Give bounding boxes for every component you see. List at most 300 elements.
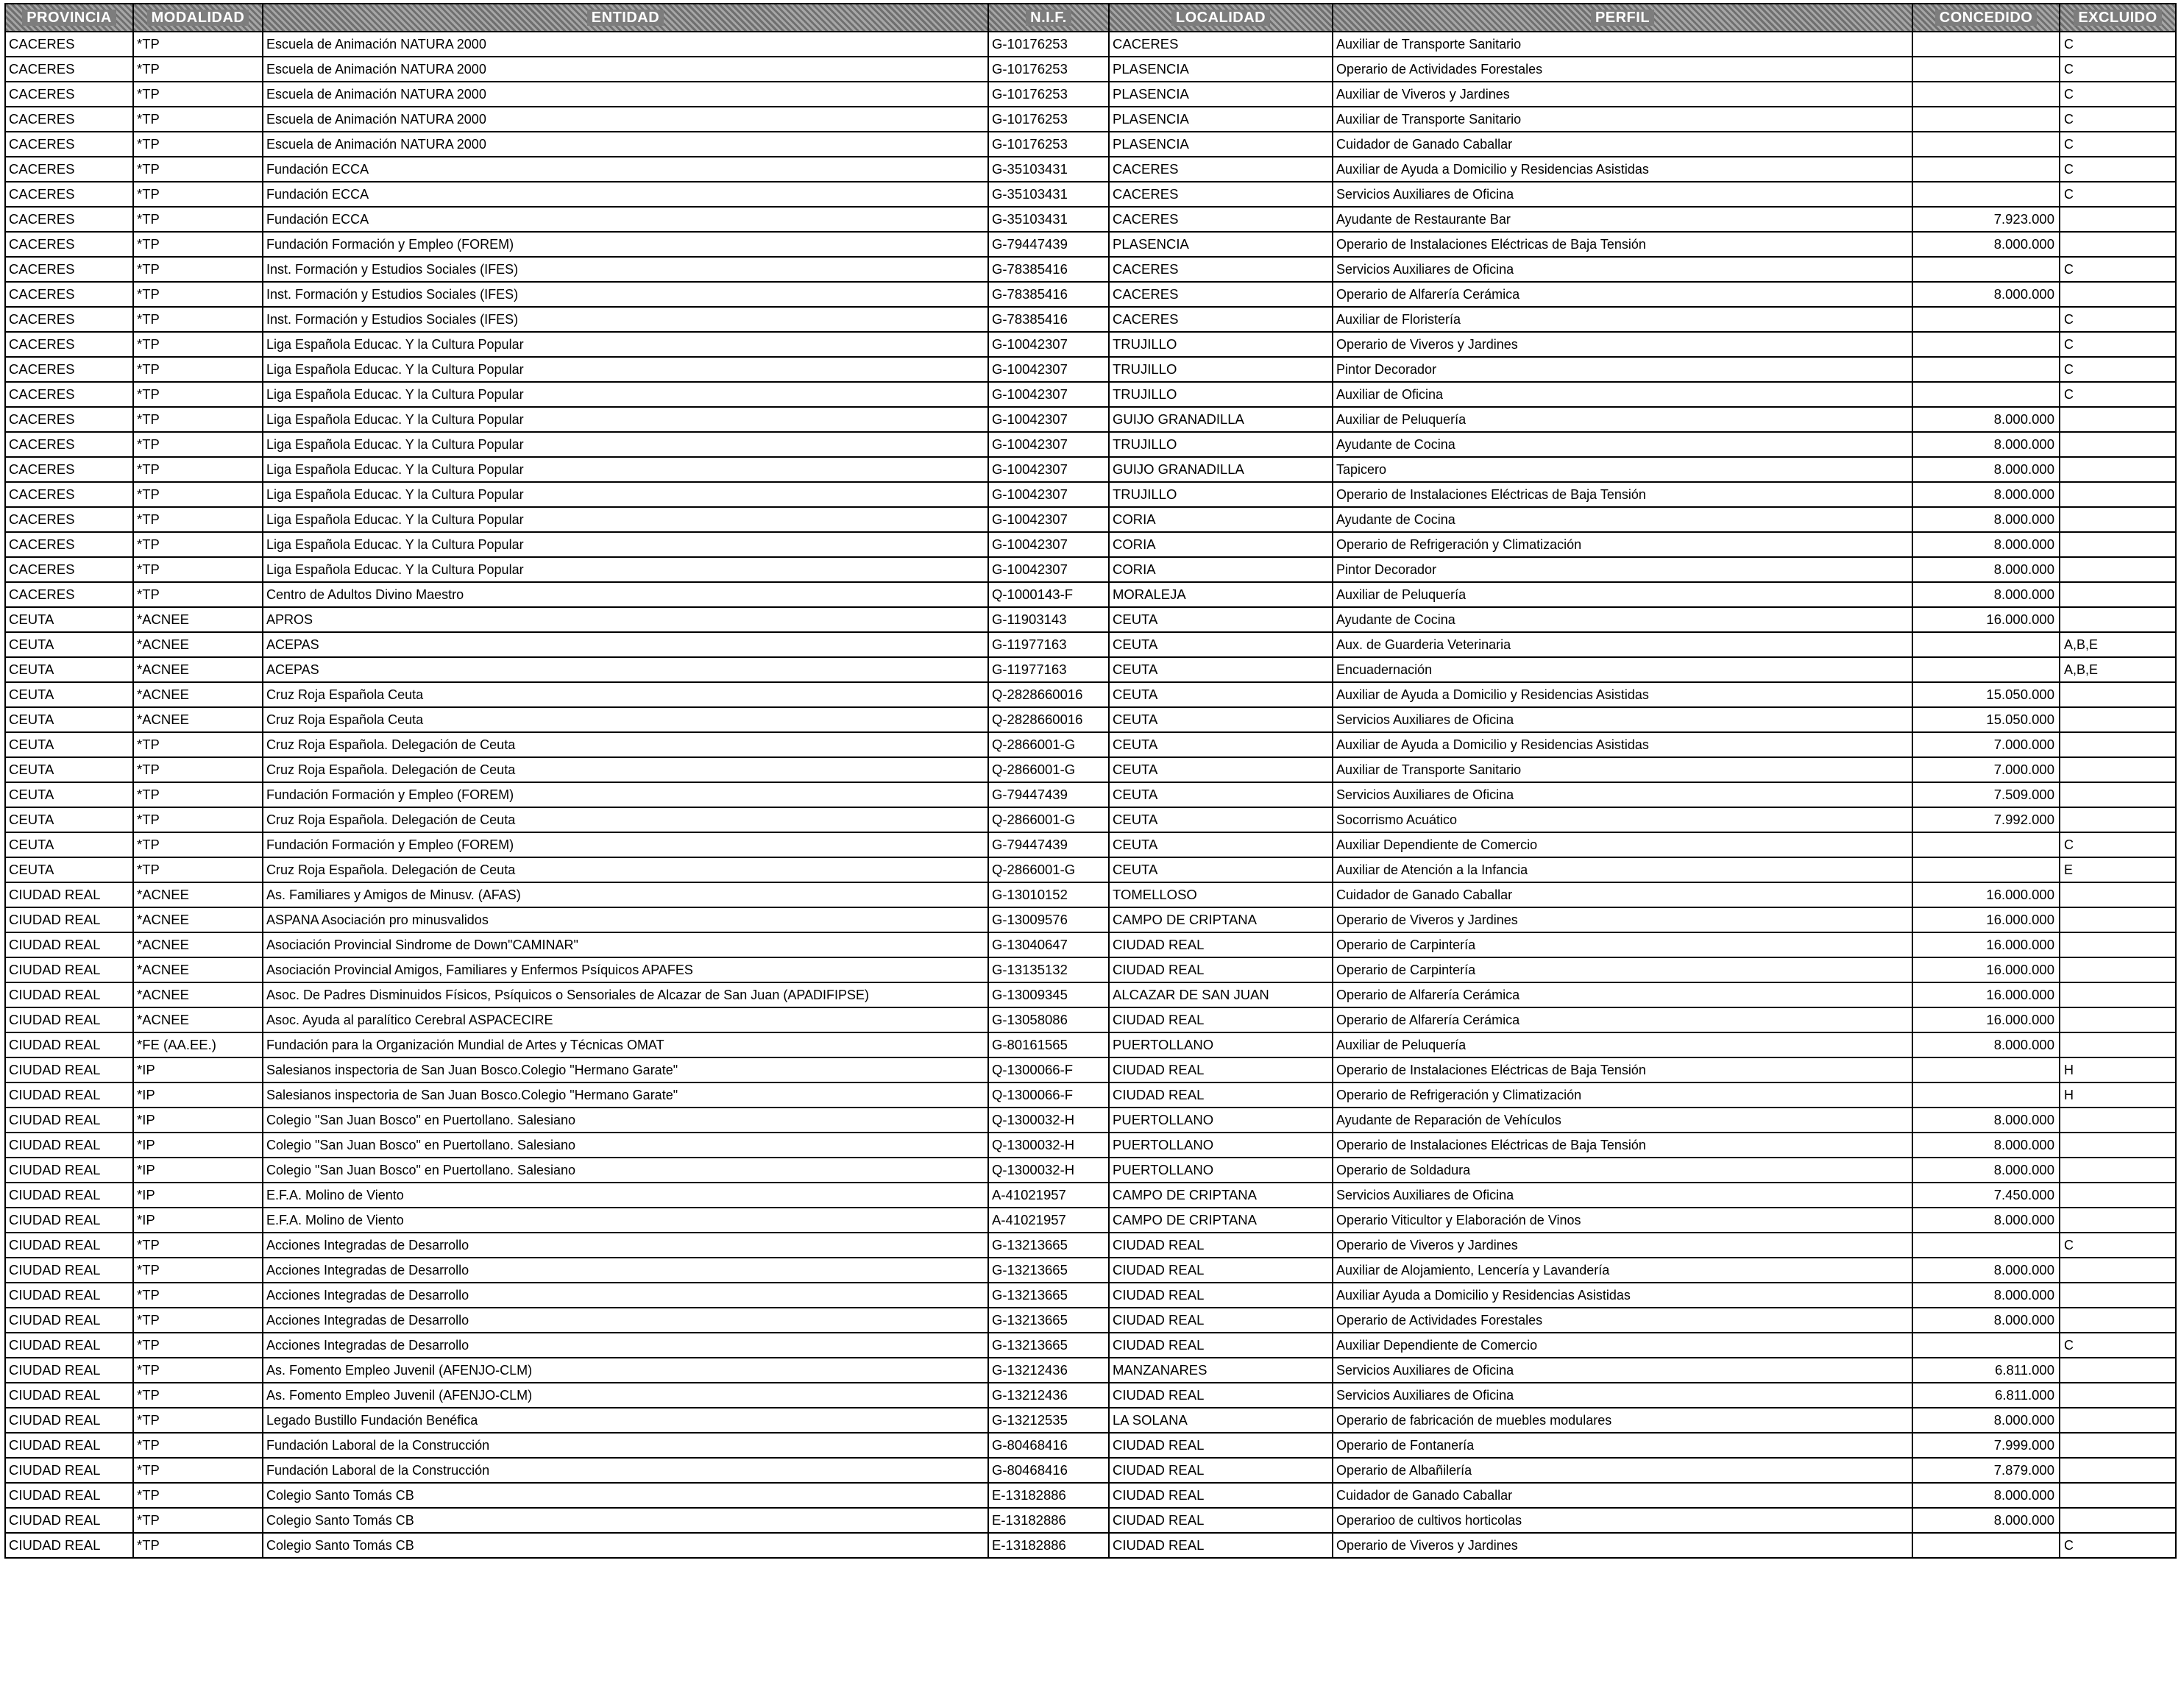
table-row bbox=[5, 157, 2176, 182]
entidad-cell: Liga Española Educac. Y la Cultura Popular bbox=[263, 482, 988, 507]
localidad-cell: TRUJILLO bbox=[1109, 432, 1333, 457]
concedido-cell: 8.000.000 bbox=[1912, 1508, 2060, 1533]
localidad-cell: CIUDAD REAL bbox=[1109, 1458, 1333, 1483]
concedido-cell: 7.992.000 bbox=[1912, 807, 2060, 832]
excluido-cell bbox=[2060, 1308, 2176, 1333]
header-localidad: LOCALIDAD bbox=[1109, 4, 1333, 32]
provincia-cell: CACERES bbox=[5, 432, 133, 457]
entidad-cell: Escuela de Animación NATURA 2000 bbox=[263, 107, 988, 132]
table-row bbox=[5, 257, 2176, 282]
entidad-cell: Liga Española Educac. Y la Cultura Popular bbox=[263, 557, 988, 582]
modalidad-cell: *IP bbox=[133, 1057, 263, 1082]
modalidad-cell: *ACNEE bbox=[133, 707, 263, 732]
concedido-cell bbox=[1912, 157, 2060, 182]
perfil-cell: Servicios Auxiliares de Oficina bbox=[1333, 707, 1912, 732]
entidad-cell: ACEPAS bbox=[263, 657, 988, 682]
localidad-cell: PUERTOLLANO bbox=[1109, 1133, 1333, 1158]
provincia-cell: CEUTA bbox=[5, 607, 133, 632]
modalidad-cell: *IP bbox=[133, 1183, 263, 1208]
entidad-cell: Colegio "San Juan Bosco" en Puertollano. Salesiano bbox=[263, 1158, 988, 1183]
localidad-cell: CEUTA bbox=[1109, 782, 1333, 807]
perfil-cell: Ayudante de Restaurante Bar bbox=[1333, 207, 1912, 232]
entidad-cell: Asociación Provincial Amigos, Familiares y Enfermos Psíquicos APAFES bbox=[263, 957, 988, 982]
modalidad-cell: *FE (AA.EE.) bbox=[133, 1032, 263, 1057]
perfil-cell: Operario de Soldadura bbox=[1333, 1158, 1912, 1183]
perfil-cell: Operarioo de cultivos horticolas bbox=[1333, 1508, 1912, 1533]
entidad-cell: Cruz Roja Española. Delegación de Ceuta bbox=[263, 807, 988, 832]
modalidad-cell: *TP bbox=[133, 182, 263, 207]
provincia-cell: CIUDAD REAL bbox=[5, 1057, 133, 1082]
table-row bbox=[5, 1433, 2176, 1458]
perfil-cell: Auxiliar de Transporte Sanitario bbox=[1333, 107, 1912, 132]
modalidad-cell: *TP bbox=[133, 357, 263, 382]
table-row bbox=[5, 1233, 2176, 1258]
localidad-cell: CIUDAD REAL bbox=[1109, 932, 1333, 957]
excluido-cell bbox=[2060, 1133, 2176, 1158]
entidad-cell: Inst. Formación y Estudios Sociales (IFES) bbox=[263, 282, 988, 307]
excluido-cell: C bbox=[2060, 382, 2176, 407]
excluido-cell: C bbox=[2060, 57, 2176, 82]
concedido-cell bbox=[1912, 1533, 2060, 1558]
concedido-cell: 7.000.000 bbox=[1912, 757, 2060, 782]
nif-cell: G-10042307 bbox=[988, 357, 1109, 382]
perfil-cell: Ayudante de Cocina bbox=[1333, 607, 1912, 632]
nif-cell: Q-2828660016 bbox=[988, 707, 1109, 732]
table-row bbox=[5, 457, 2176, 482]
perfil-cell: Servicios Auxiliares de Oficina bbox=[1333, 182, 1912, 207]
localidad-cell: PLASENCIA bbox=[1109, 82, 1333, 107]
entidad-cell: Inst. Formación y Estudios Sociales (IFES) bbox=[263, 307, 988, 332]
excluido-cell: C bbox=[2060, 257, 2176, 282]
table-row bbox=[5, 1183, 2176, 1208]
concedido-cell: 7.000.000 bbox=[1912, 732, 2060, 757]
modalidad-cell: *TP bbox=[133, 332, 263, 357]
entidad-cell: Cruz Roja Española. Delegación de Ceuta bbox=[263, 732, 988, 757]
entidad-cell: Fundación para la Organización Mundial de Artes y Técnicas OMAT bbox=[263, 1032, 988, 1057]
modalidad-cell: *TP bbox=[133, 107, 263, 132]
excluido-cell bbox=[2060, 982, 2176, 1007]
concedido-cell bbox=[1912, 307, 2060, 332]
localidad-cell: GUIJO GRANADILLA bbox=[1109, 457, 1333, 482]
excluido-cell bbox=[2060, 1158, 2176, 1183]
entidad-cell: Acciones Integradas de Desarrollo bbox=[263, 1258, 988, 1283]
modalidad-cell: *TP bbox=[133, 832, 263, 857]
table-row bbox=[5, 1133, 2176, 1158]
entidad-cell: Fundación ECCA bbox=[263, 207, 988, 232]
provincia-cell: CEUTA bbox=[5, 707, 133, 732]
entidad-cell: Fundación Formación y Empleo (FOREM) bbox=[263, 782, 988, 807]
nif-cell: G-10042307 bbox=[988, 532, 1109, 557]
provincia-cell: CIUDAD REAL bbox=[5, 1233, 133, 1258]
perfil-cell: Tapicero bbox=[1333, 457, 1912, 482]
entidad-cell: Acciones Integradas de Desarrollo bbox=[263, 1233, 988, 1258]
nif-cell: G-35103431 bbox=[988, 207, 1109, 232]
excluido-cell: C bbox=[2060, 182, 2176, 207]
perfil-cell: Ayudante de Reparación de Vehículos bbox=[1333, 1108, 1912, 1133]
provincia-cell: CIUDAD REAL bbox=[5, 1183, 133, 1208]
nif-cell: G-13135132 bbox=[988, 957, 1109, 982]
nif-cell: G-80468416 bbox=[988, 1458, 1109, 1483]
provincia-cell: CEUTA bbox=[5, 857, 133, 882]
concedido-cell: 7.879.000 bbox=[1912, 1458, 2060, 1483]
provincia-cell: CIUDAD REAL bbox=[5, 1283, 133, 1308]
provincia-cell: CIUDAD REAL bbox=[5, 907, 133, 932]
localidad-cell: PUERTOLLANO bbox=[1109, 1158, 1333, 1183]
header-concedido: CONCEDIDO bbox=[1912, 4, 2060, 32]
table-row bbox=[5, 1057, 2176, 1082]
modalidad-cell: *TP bbox=[133, 1508, 263, 1533]
excluido-cell bbox=[2060, 232, 2176, 257]
nif-cell: G-10042307 bbox=[988, 557, 1109, 582]
provincia-cell: CACERES bbox=[5, 257, 133, 282]
entidad-cell: Colegio Santo Tomás CB bbox=[263, 1533, 988, 1558]
nif-cell: G-10042307 bbox=[988, 432, 1109, 457]
localidad-cell: CEUTA bbox=[1109, 657, 1333, 682]
entidad-cell: Fundación Formación y Empleo (FOREM) bbox=[263, 832, 988, 857]
provincia-cell: CACERES bbox=[5, 407, 133, 432]
localidad-cell: PLASENCIA bbox=[1109, 57, 1333, 82]
entidad-cell: Liga Española Educac. Y la Cultura Popular bbox=[263, 432, 988, 457]
nif-cell: G-80468416 bbox=[988, 1433, 1109, 1458]
localidad-cell: CAMPO DE CRIPTANA bbox=[1109, 1208, 1333, 1233]
modalidad-cell: *TP bbox=[133, 1533, 263, 1558]
excluido-cell bbox=[2060, 557, 2176, 582]
modalidad-cell: *IP bbox=[133, 1082, 263, 1108]
provincia-cell: CEUTA bbox=[5, 657, 133, 682]
concedido-cell bbox=[1912, 82, 2060, 107]
header-nif: N.I.F. bbox=[988, 4, 1109, 32]
entidad-cell: APROS bbox=[263, 607, 988, 632]
localidad-cell: CIUDAD REAL bbox=[1109, 1533, 1333, 1558]
nif-cell: G-13009345 bbox=[988, 982, 1109, 1007]
concedido-cell bbox=[1912, 632, 2060, 657]
localidad-cell: CIUDAD REAL bbox=[1109, 1483, 1333, 1508]
nif-cell: Q-1300066-F bbox=[988, 1057, 1109, 1082]
perfil-cell: Auxiliar de Peluquería bbox=[1333, 1032, 1912, 1057]
provincia-cell: CIUDAD REAL bbox=[5, 1308, 133, 1333]
excluido-cell: A,B,E bbox=[2060, 632, 2176, 657]
table-row bbox=[5, 1308, 2176, 1333]
provincia-cell: CACERES bbox=[5, 282, 133, 307]
concedido-cell: 16.000.000 bbox=[1912, 982, 2060, 1007]
concedido-cell: 8.000.000 bbox=[1912, 1408, 2060, 1433]
concedido-cell bbox=[1912, 132, 2060, 157]
perfil-cell: Operario de Refrigeración y Climatización bbox=[1333, 1082, 1912, 1108]
concedido-cell bbox=[1912, 107, 2060, 132]
provincia-cell: CACERES bbox=[5, 157, 133, 182]
perfil-cell: Auxiliar de Transporte Sanitario bbox=[1333, 32, 1912, 57]
perfil-cell: Operario de Refrigeración y Climatización bbox=[1333, 532, 1912, 557]
excluido-cell bbox=[2060, 282, 2176, 307]
excluido-cell: C bbox=[2060, 1333, 2176, 1358]
table-row bbox=[5, 882, 2176, 907]
provincia-cell: CACERES bbox=[5, 532, 133, 557]
excluido-cell: C bbox=[2060, 832, 2176, 857]
excluido-cell bbox=[2060, 1183, 2176, 1208]
localidad-cell: MANZANARES bbox=[1109, 1358, 1333, 1383]
localidad-cell: TRUJILLO bbox=[1109, 482, 1333, 507]
modalidad-cell: *TP bbox=[133, 732, 263, 757]
concedido-cell bbox=[1912, 32, 2060, 57]
provincia-cell: CACERES bbox=[5, 557, 133, 582]
localidad-cell: CACERES bbox=[1109, 257, 1333, 282]
excluido-cell bbox=[2060, 1433, 2176, 1458]
perfil-cell: Ayudante de Cocina bbox=[1333, 432, 1912, 457]
provincia-cell: CIUDAD REAL bbox=[5, 1383, 133, 1408]
perfil-cell: Operario de Instalaciones Eléctricas de Baja Tensión bbox=[1333, 1057, 1912, 1082]
modalidad-cell: *TP bbox=[133, 1458, 263, 1483]
entidad-cell: Salesianos inspectoria de San Juan Bosco.Colegio "Hermano Garate" bbox=[263, 1082, 988, 1108]
table-row bbox=[5, 1383, 2176, 1408]
perfil-cell: Pintor Decorador bbox=[1333, 557, 1912, 582]
entidad-cell: E.F.A. Molino de Viento bbox=[263, 1208, 988, 1233]
nif-cell: Q-2866001-G bbox=[988, 757, 1109, 782]
perfil-cell: Auxiliar de Ayuda a Domicilio y Residencias Asistidas bbox=[1333, 157, 1912, 182]
concedido-cell bbox=[1912, 182, 2060, 207]
header-excluido: EXCLUIDO bbox=[2060, 4, 2176, 32]
table-body bbox=[5, 32, 2176, 1558]
localidad-cell: PUERTOLLANO bbox=[1109, 1108, 1333, 1133]
entidad-cell: Cruz Roja Española. Delegación de Ceuta bbox=[263, 757, 988, 782]
table-row bbox=[5, 757, 2176, 782]
provincia-cell: CEUTA bbox=[5, 832, 133, 857]
table-row bbox=[5, 907, 2176, 932]
nif-cell: G-35103431 bbox=[988, 182, 1109, 207]
excluido-cell bbox=[2060, 957, 2176, 982]
table-row bbox=[5, 1007, 2176, 1032]
excluido-cell: E bbox=[2060, 857, 2176, 882]
table-row bbox=[5, 507, 2176, 532]
nif-cell: G-79447439 bbox=[988, 782, 1109, 807]
entidad-cell: Fundación Formación y Empleo (FOREM) bbox=[263, 232, 988, 257]
excluido-cell bbox=[2060, 882, 2176, 907]
modalidad-cell: *TP bbox=[133, 132, 263, 157]
excluido-cell bbox=[2060, 707, 2176, 732]
nif-cell: E-13182886 bbox=[988, 1533, 1109, 1558]
table-row bbox=[5, 107, 2176, 132]
localidad-cell: CIUDAD REAL bbox=[1109, 1433, 1333, 1458]
table-row bbox=[5, 32, 2176, 57]
nif-cell: Q-2866001-G bbox=[988, 732, 1109, 757]
nif-cell: G-13058086 bbox=[988, 1007, 1109, 1032]
concedido-cell: 8.000.000 bbox=[1912, 1133, 2060, 1158]
table-row bbox=[5, 982, 2176, 1007]
provincia-cell: CACERES bbox=[5, 457, 133, 482]
provincia-cell: CEUTA bbox=[5, 782, 133, 807]
localidad-cell: ALCAZAR DE SAN JUAN bbox=[1109, 982, 1333, 1007]
modalidad-cell: *TP bbox=[133, 1258, 263, 1283]
modalidad-cell: *TP bbox=[133, 82, 263, 107]
excluido-cell bbox=[2060, 1408, 2176, 1433]
perfil-cell: Operario de Viveros y Jardines bbox=[1333, 1533, 1912, 1558]
concedido-cell: 8.000.000 bbox=[1912, 282, 2060, 307]
nif-cell: G-10176253 bbox=[988, 107, 1109, 132]
table-row bbox=[5, 382, 2176, 407]
data-table bbox=[4, 3, 2177, 1559]
entidad-cell: Cruz Roja Española. Delegación de Ceuta bbox=[263, 857, 988, 882]
perfil-cell: Operario de Actividades Forestales bbox=[1333, 1308, 1912, 1333]
perfil-cell: Auxiliar Ayuda a Domicilio y Residencias Asistidas bbox=[1333, 1283, 1912, 1308]
excluido-cell bbox=[2060, 682, 2176, 707]
table-row bbox=[5, 682, 2176, 707]
provincia-cell: CACERES bbox=[5, 382, 133, 407]
concedido-cell: 8.000.000 bbox=[1912, 482, 2060, 507]
modalidad-cell: *IP bbox=[133, 1158, 263, 1183]
perfil-cell: Pintor Decorador bbox=[1333, 357, 1912, 382]
concedido-cell bbox=[1912, 1057, 2060, 1082]
perfil-cell: Operario de Viveros y Jardines bbox=[1333, 1233, 1912, 1258]
provincia-cell: CACERES bbox=[5, 307, 133, 332]
excluido-cell bbox=[2060, 582, 2176, 607]
header-modalidad: MODALIDAD bbox=[133, 4, 263, 32]
concedido-cell: 8.000.000 bbox=[1912, 1258, 2060, 1283]
nif-cell: A-41021957 bbox=[988, 1183, 1109, 1208]
table-row bbox=[5, 207, 2176, 232]
modalidad-cell: *TP bbox=[133, 1233, 263, 1258]
entidad-cell: Liga Española Educac. Y la Cultura Popular bbox=[263, 532, 988, 557]
provincia-cell: CIUDAD REAL bbox=[5, 1333, 133, 1358]
modalidad-cell: *ACNEE bbox=[133, 682, 263, 707]
localidad-cell: PLASENCIA bbox=[1109, 132, 1333, 157]
nif-cell: G-13040647 bbox=[988, 932, 1109, 957]
localidad-cell: GUIJO GRANADILLA bbox=[1109, 407, 1333, 432]
provincia-cell: CIUDAD REAL bbox=[5, 882, 133, 907]
nif-cell: G-10042307 bbox=[988, 332, 1109, 357]
perfil-cell: Servicios Auxiliares de Oficina bbox=[1333, 782, 1912, 807]
nif-cell: G-78385416 bbox=[988, 307, 1109, 332]
localidad-cell: CACERES bbox=[1109, 182, 1333, 207]
perfil-cell: Operario de Actividades Forestales bbox=[1333, 57, 1912, 82]
localidad-cell: CAMPO DE CRIPTANA bbox=[1109, 907, 1333, 932]
nif-cell: Q-1300032-H bbox=[988, 1133, 1109, 1158]
modalidad-cell: *TP bbox=[133, 457, 263, 482]
localidad-cell: PLASENCIA bbox=[1109, 107, 1333, 132]
modalidad-cell: *ACNEE bbox=[133, 982, 263, 1007]
concedido-cell: 6.811.000 bbox=[1912, 1358, 2060, 1383]
nif-cell: Q-1300032-H bbox=[988, 1158, 1109, 1183]
excluido-cell: C bbox=[2060, 357, 2176, 382]
localidad-cell: TRUJILLO bbox=[1109, 332, 1333, 357]
table-row bbox=[5, 557, 2176, 582]
perfil-cell: Auxiliar de Peluquería bbox=[1333, 582, 1912, 607]
nif-cell: G-35103431 bbox=[988, 157, 1109, 182]
localidad-cell: CEUTA bbox=[1109, 632, 1333, 657]
excluido-cell: C bbox=[2060, 32, 2176, 57]
concedido-cell: 8.000.000 bbox=[1912, 507, 2060, 532]
localidad-cell: CACERES bbox=[1109, 32, 1333, 57]
nif-cell: G-13213665 bbox=[988, 1333, 1109, 1358]
concedido-cell: 8.000.000 bbox=[1912, 582, 2060, 607]
modalidad-cell: *TP bbox=[133, 1333, 263, 1358]
perfil-cell: Auxiliar Dependiente de Comercio bbox=[1333, 1333, 1912, 1358]
nif-cell: G-11903143 bbox=[988, 607, 1109, 632]
concedido-cell bbox=[1912, 1233, 2060, 1258]
nif-cell: G-79447439 bbox=[988, 232, 1109, 257]
modalidad-cell: *ACNEE bbox=[133, 957, 263, 982]
excluido-cell bbox=[2060, 1032, 2176, 1057]
excluido-cell bbox=[2060, 1383, 2176, 1408]
modalidad-cell: *TP bbox=[133, 382, 263, 407]
provincia-cell: CIUDAD REAL bbox=[5, 982, 133, 1007]
provincia-cell: CACERES bbox=[5, 182, 133, 207]
table-row bbox=[5, 1108, 2176, 1133]
concedido-cell bbox=[1912, 657, 2060, 682]
localidad-cell: CACERES bbox=[1109, 307, 1333, 332]
nif-cell: E-13182886 bbox=[988, 1483, 1109, 1508]
table-row bbox=[5, 932, 2176, 957]
perfil-cell: Operario de Alfarería Cerámica bbox=[1333, 1007, 1912, 1032]
entidad-cell: Fundación Laboral de la Construcción bbox=[263, 1458, 988, 1483]
excluido-cell bbox=[2060, 532, 2176, 557]
excluido-cell bbox=[2060, 907, 2176, 932]
entidad-cell: Acciones Integradas de Desarrollo bbox=[263, 1283, 988, 1308]
modalidad-cell: *TP bbox=[133, 1383, 263, 1408]
concedido-cell: 8.000.000 bbox=[1912, 457, 2060, 482]
excluido-cell bbox=[2060, 782, 2176, 807]
perfil-cell: Aux. de Guarderia Veterinaria bbox=[1333, 632, 1912, 657]
concedido-cell: 16.000.000 bbox=[1912, 607, 2060, 632]
perfil-cell: Operario de Carpintería bbox=[1333, 932, 1912, 957]
excluido-cell bbox=[2060, 1508, 2176, 1533]
concedido-cell: 8.000.000 bbox=[1912, 1308, 2060, 1333]
provincia-cell: CACERES bbox=[5, 507, 133, 532]
excluido-cell bbox=[2060, 207, 2176, 232]
modalidad-cell: *TP bbox=[133, 782, 263, 807]
entidad-cell: Escuela de Animación NATURA 2000 bbox=[263, 132, 988, 157]
modalidad-cell: *IP bbox=[133, 1208, 263, 1233]
provincia-cell: CACERES bbox=[5, 207, 133, 232]
entidad-cell: Inst. Formación y Estudios Sociales (IFES) bbox=[263, 257, 988, 282]
localidad-cell: TRUJILLO bbox=[1109, 382, 1333, 407]
perfil-cell: Cuidador de Ganado Caballar bbox=[1333, 132, 1912, 157]
concedido-cell: 6.811.000 bbox=[1912, 1383, 2060, 1408]
table-row bbox=[5, 432, 2176, 457]
localidad-cell: CEUTA bbox=[1109, 707, 1333, 732]
excluido-cell: C bbox=[2060, 132, 2176, 157]
concedido-cell: 8.000.000 bbox=[1912, 1483, 2060, 1508]
entidad-cell: Acciones Integradas de Desarrollo bbox=[263, 1308, 988, 1333]
excluido-cell: C bbox=[2060, 332, 2176, 357]
modalidad-cell: *TP bbox=[133, 407, 263, 432]
localidad-cell: CEUTA bbox=[1109, 857, 1333, 882]
nif-cell: G-10042307 bbox=[988, 457, 1109, 482]
provincia-cell: CEUTA bbox=[5, 757, 133, 782]
perfil-cell: Operario de Alfarería Cerámica bbox=[1333, 282, 1912, 307]
excluido-cell: H bbox=[2060, 1057, 2176, 1082]
table-row bbox=[5, 482, 2176, 507]
modalidad-cell: *TP bbox=[133, 507, 263, 532]
modalidad-cell: *TP bbox=[133, 1483, 263, 1508]
entidad-cell: Legado Bustillo Fundación Benéfica bbox=[263, 1408, 988, 1433]
header-row bbox=[5, 4, 2176, 32]
nif-cell: Q-2828660016 bbox=[988, 682, 1109, 707]
localidad-cell: CIUDAD REAL bbox=[1109, 1333, 1333, 1358]
concedido-cell: 8.000.000 bbox=[1912, 1208, 2060, 1233]
nif-cell: G-13212535 bbox=[988, 1408, 1109, 1433]
entidad-cell: As. Fomento Empleo Juvenil (AFENJO-CLM) bbox=[263, 1383, 988, 1408]
concedido-cell bbox=[1912, 1082, 2060, 1108]
entidad-cell: Liga Española Educac. Y la Cultura Popular bbox=[263, 357, 988, 382]
modalidad-cell: *TP bbox=[133, 157, 263, 182]
nif-cell: G-79447439 bbox=[988, 832, 1109, 857]
table-row bbox=[5, 782, 2176, 807]
provincia-cell: CEUTA bbox=[5, 632, 133, 657]
localidad-cell: TOMELLOSO bbox=[1109, 882, 1333, 907]
concedido-cell bbox=[1912, 257, 2060, 282]
localidad-cell: CIUDAD REAL bbox=[1109, 1233, 1333, 1258]
table-row bbox=[5, 1258, 2176, 1283]
nif-cell: Q-1000143-F bbox=[988, 582, 1109, 607]
